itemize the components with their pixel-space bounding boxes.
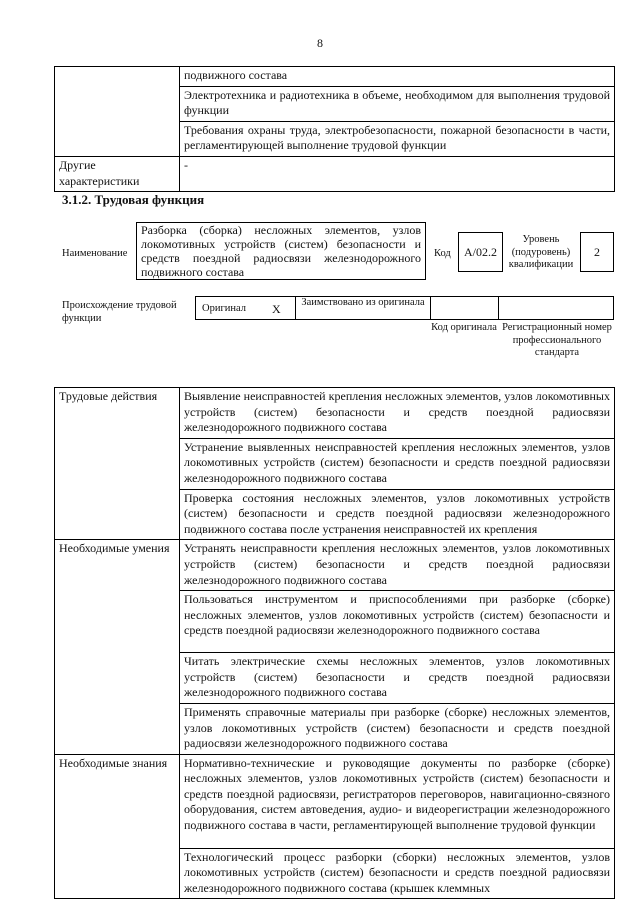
- function-name-box: Разборка (сборка) несложных элементов, узлов локомотивных устройств (систем) безопасности и средств поездной радиосвязи железнодорожного подвижного состава: [136, 222, 426, 280]
- top-table: [54, 66, 615, 192]
- original-mark: X: [272, 302, 281, 316]
- table-cell: Устранение выявленных неисправностей крепления несложных элементов, узлов локомотивных устройств (систем) безопасности и средств поездной радиосвязи железнодорожного подвижного состава: [180, 438, 615, 489]
- table-cell: Технологический процесс разборки (сборки) несложных элементов, узлов локомотивных устройств (систем) безопасности и средств поездной радиосвязи железнодорожного подвижного состава (крышек клеммных: [180, 848, 615, 899]
- table-cell: Требования охраны труда, электробезопасности, пожарной безопасности в части, регламентирующей выполнение трудовой функции: [180, 121, 615, 156]
- main-table: [54, 387, 615, 899]
- table-label-cell: Необходимые умения: [55, 540, 180, 754]
- table-cell: подвижного состава: [180, 67, 615, 87]
- level-label: Уровень (подуровень) квалификации: [508, 234, 574, 270]
- divider: [498, 296, 499, 320]
- reg-number-caption: Регистрационный номер профессионального стандарта: [502, 322, 612, 358]
- divider: [430, 296, 431, 320]
- table-cell: Устранять неисправности крепления несложных элементов, узлов локомотивных устройств (систем) безопасности и средств поездной радиосвязи железнодорожного подвижного состава: [180, 540, 615, 591]
- table-row: [55, 754, 615, 848]
- code-original-caption: Код оригинала: [431, 322, 497, 333]
- table-label-cell: Необходимые знания: [55, 754, 180, 899]
- table-label-cell: [55, 67, 180, 157]
- table-cell: Электротехника и радиотехника в объеме, необходимом для выполнения трудовой функции: [180, 86, 615, 121]
- table-row: [55, 388, 615, 439]
- table-cell: Применять справочные материалы при разборке (сборке) несложных элементов, узлов локомотивных устройств (систем) безопасности и средств поездной радиосвязи железнодорожного подвижного состава: [180, 703, 615, 754]
- table-label-cell: Трудовые действия: [55, 388, 180, 540]
- table-label-cell: Другие характеристики: [55, 156, 180, 191]
- table-row: [55, 156, 615, 191]
- page-number: 8: [317, 36, 323, 50]
- table-row: [55, 67, 615, 87]
- table-row: [55, 540, 615, 591]
- table-cell: Проверка состояния несложных элементов, узлов локомотивных устройств (систем) безопасности и средств поездной радиосвязи железнодорожного подвижного состава после устранения неисправностей их крепления: [180, 489, 615, 540]
- table-cell: Пользоваться инструментом и приспособлениями при разборке (сборке) несложных элементов, узлов локомотивных устройств (систем) безопасности и средств поездной радиосвязи железнодорожного подвижного состава: [180, 591, 615, 653]
- level-value-box: 2: [580, 232, 614, 272]
- code-label: Код: [434, 248, 451, 259]
- table-cell: -: [180, 156, 615, 191]
- origin-label: Происхождение трудовой функции: [62, 300, 177, 324]
- original-label: Оригинал: [202, 303, 246, 314]
- table-cell: Выявление неисправностей крепления несложных элементов, узлов локомотивных устройств (систем) безопасности и средств поездной радиосвязи железнодорожного подвижного состава: [180, 388, 615, 439]
- code-value-box: A/02.2: [458, 232, 503, 272]
- name-label: Наименование: [62, 248, 128, 259]
- section-title: 3.1.2. Трудовая функция: [62, 192, 205, 207]
- table-cell: Нормативно-технические и руководящие документы по разборке (сборке) несложных элементов, узлов локомотивных устройств (систем) безопасности и средств поездной радиосвязи, регистраторов переговоров, навигационно-связного оборудования, систем автоведения, аудио- и видеорегистрации железнодорожного подвижного состава в части, регламентирующей выполнение трудовой функции: [180, 754, 615, 848]
- table-cell: Читать электрические схемы несложных элементов, узлов локомотивных устройств (систем) безопасности и средств поездной радиосвязи железнодорожного подвижного состава: [180, 653, 615, 704]
- borrowed-label: Заимствовано из оригинала: [301, 297, 425, 308]
